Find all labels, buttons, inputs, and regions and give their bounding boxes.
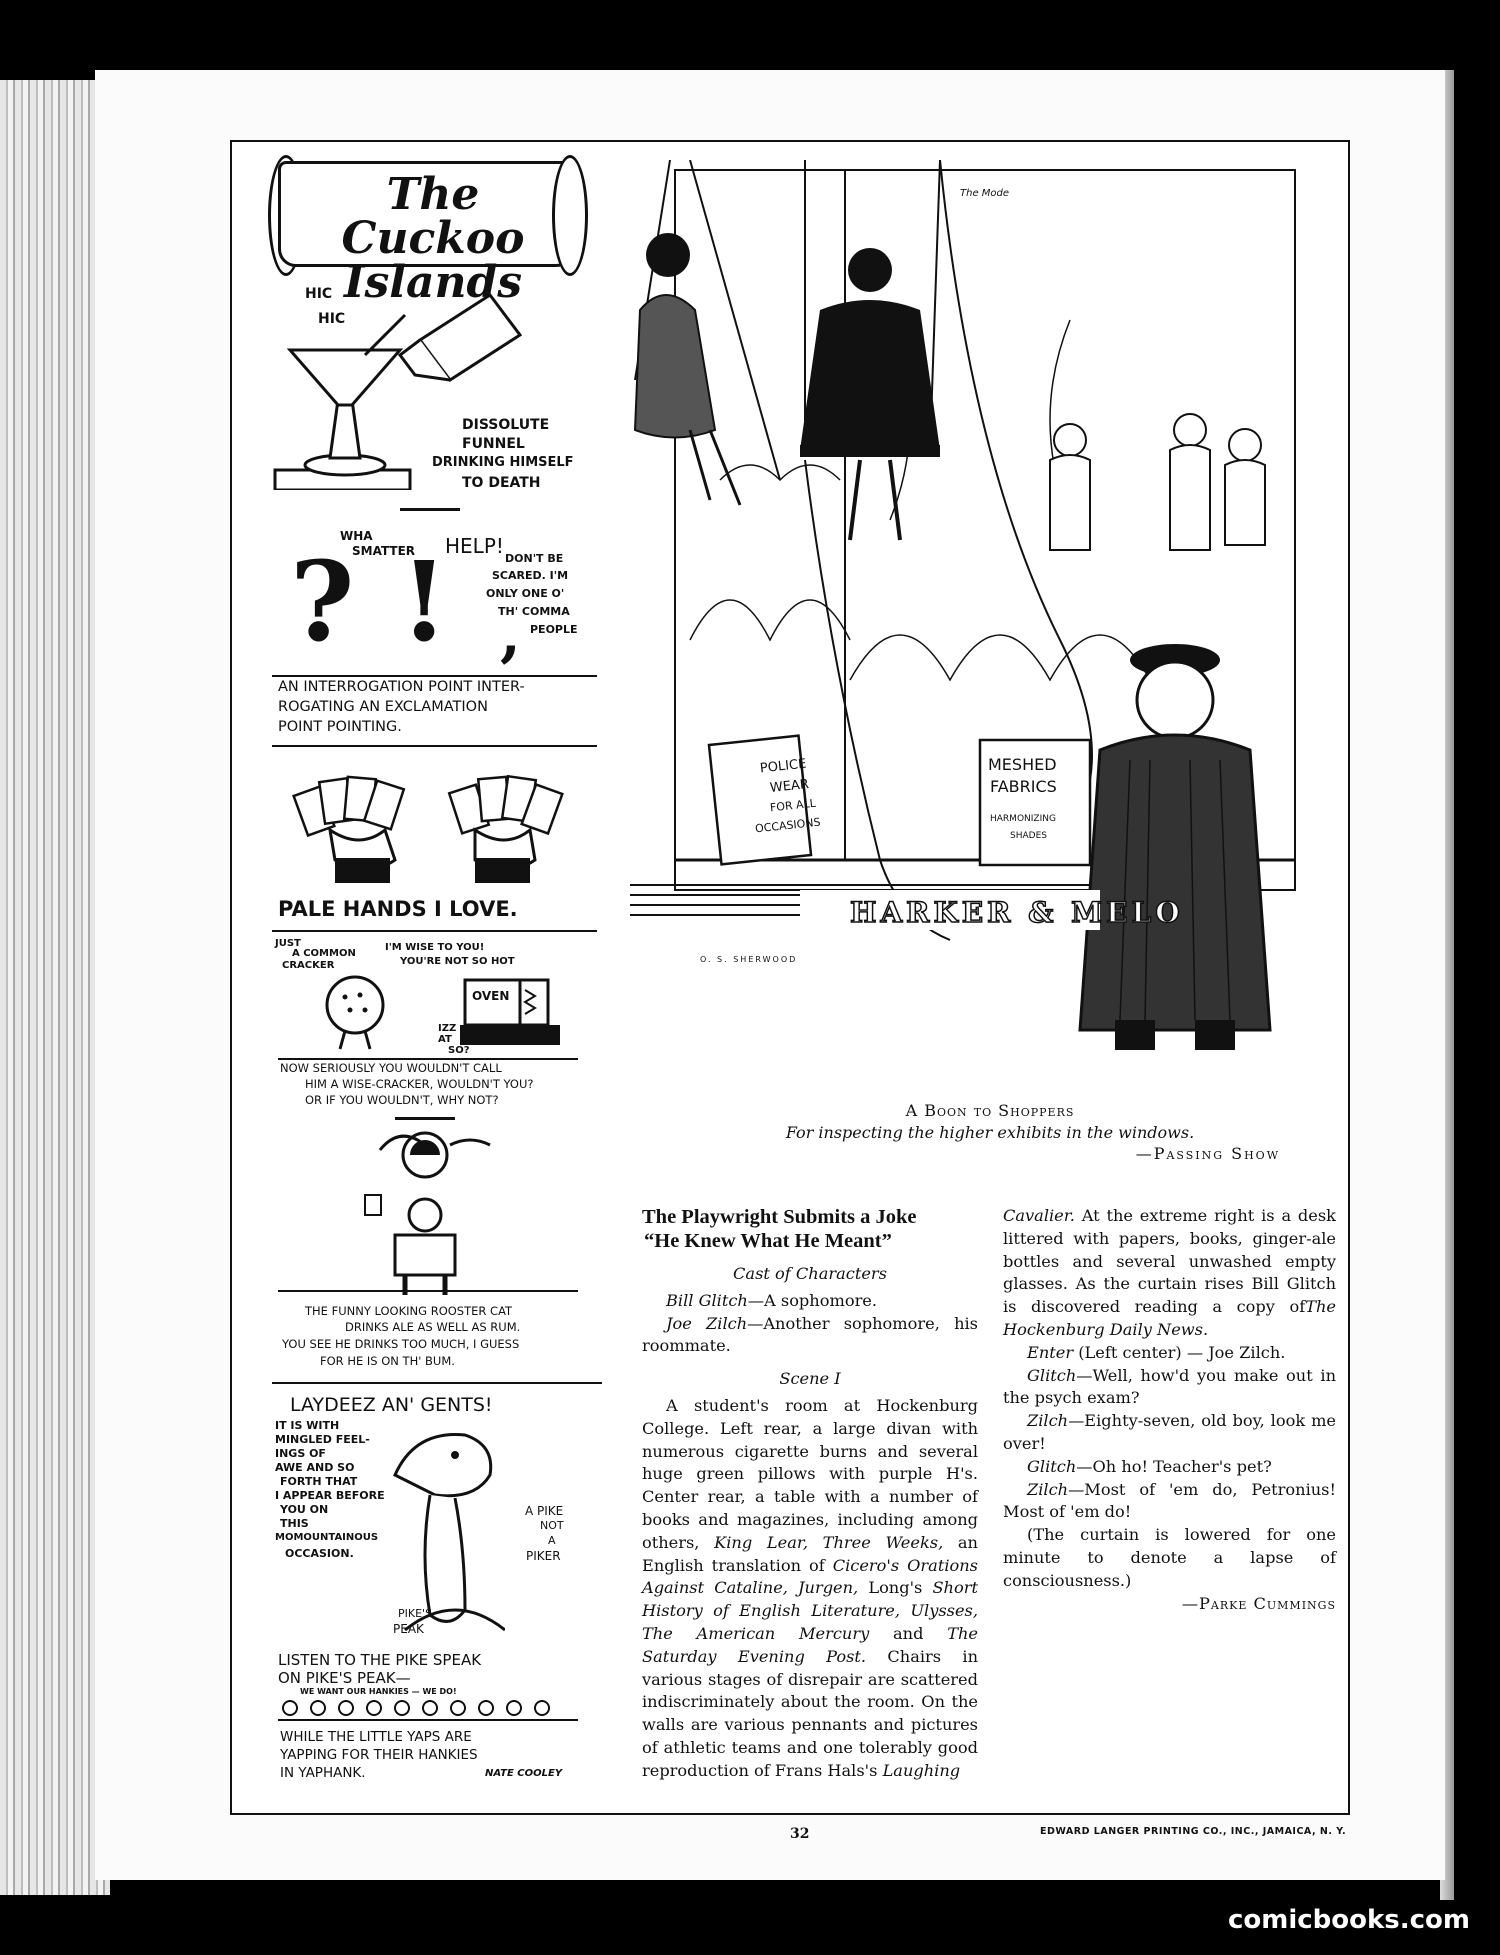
panel-divider-3 — [272, 930, 597, 932]
author-signature: —Parke Cummings — [1181, 1593, 1336, 1613]
rooster-floor — [278, 1290, 578, 1292]
scene-text-b: an English translation of — [642, 1532, 978, 1575]
meshed-fabrics-sign-4: SHADES — [1010, 831, 1047, 841]
speech-pike-9: MOMOUNTAINOUS — [275, 1532, 379, 1543]
caption-source: —Passing Show — [1135, 1144, 1280, 1164]
cast-name-2: Joe Zilch — [666, 1313, 748, 1333]
pale-hands-caption: PALE HANDS I LOVE. — [278, 897, 518, 921]
police-wear-sign-1: POLICE — [759, 756, 808, 777]
mode-sign: The Mode — [960, 188, 1010, 199]
speech-izz-2: AT — [438, 1034, 452, 1045]
punctuation-caption-1: AN INTERROGATION POINT INTER- — [278, 679, 525, 695]
scene-text-a: A student's room at Hockenburg College. Left rear, a large divan with numerous cigarette burns and several huge green pillows with purple H's. Center rear, a table with a number of books and magazines, including among others, — [642, 1395, 978, 1552]
speech-pike-4: AWE AND SO — [275, 1461, 355, 1474]
rooster-caption-2: DRINKS ALE AS WELL AS RUM. — [345, 1320, 521, 1334]
book-titles-4: The Saturday Evening Post. — [642, 1623, 978, 1666]
speech-laydeez: LAYDEEZ AN' GENTS! — [290, 1394, 493, 1416]
hic-sound-2: HIC — [318, 311, 346, 327]
scene-text-d: and — [869, 1623, 948, 1643]
stage-direction: (The curtain is lowered for one minute to denote a lapse of consciousness.) — [1003, 1525, 1336, 1590]
funnel-caption-3: DRINKING HIMSELF — [432, 455, 574, 470]
speech-pike-5: FORTH THAT — [280, 1475, 358, 1488]
caption-title: A Boon to Shoppers — [905, 1101, 1075, 1120]
speech-pike-6: I APPEAR BEFORE — [275, 1489, 385, 1502]
speech-cracker-2: A COMMON — [292, 948, 356, 959]
speech-comma-5: PEOPLE — [530, 623, 578, 636]
police-wear-sign-2: WEAR — [769, 777, 810, 797]
illustration-caption — [700, 1100, 1280, 1165]
cracker-caption-3: OR IF YOU WOULDN'T, WHY NOT? — [305, 1093, 499, 1107]
book-titles-1: King Lear, Three Weeks, — [714, 1532, 944, 1552]
punctuation-caption-3: POINT POINTING. — [278, 719, 402, 735]
meshed-fabrics-sign-2: FABRICS — [990, 777, 1057, 796]
speech-pike-1: IT IS WITH — [275, 1419, 340, 1432]
speech-izz-3: SO? — [448, 1045, 470, 1056]
speech-wise-2: YOU'RE NOT SO HOT — [400, 956, 515, 967]
pike-label-1: A PIKE — [525, 1504, 564, 1518]
yaps-caption-3: IN YAPHANK. — [280, 1765, 366, 1781]
scene-description — [642, 1395, 978, 1783]
scene-text-f: At the extreme right is a desk littered with papers, books, ginger-ale bottles and several unwashed empty glasses. As the curtain rises Bill Glitch is discovered reading a copy of — [1003, 1206, 1336, 1317]
dialogue-line: Glitch—Well, how'd you make out in the psych exam? — [1003, 1365, 1336, 1408]
dialogue-line: Zilch—Eighty-seven, old boy, look me over! — [1003, 1411, 1336, 1453]
pike-label-2: NOT — [540, 1519, 564, 1532]
speech-cracker-3: CRACKER — [282, 960, 335, 971]
cast-heading: Cast of Characters — [733, 1264, 887, 1283]
book-titles-2: Cicero's Orations Against Cataline, Jurgen, — [642, 1555, 978, 1598]
oven-label: OVEN — [472, 989, 510, 1003]
article-title-line-1: The Playwright Submits a Joke — [642, 1206, 917, 1228]
speech-pike-8: THIS — [280, 1517, 309, 1530]
punctuation-caption-2: ROGATING AN EXCLAMATION — [278, 699, 488, 715]
speech-wise-1: I'M WISE TO YOU! — [385, 942, 485, 953]
speech-pike-10: OCCASION. — [285, 1547, 354, 1560]
svg-text:?: ? — [290, 545, 355, 665]
page-number: 32 — [790, 1826, 810, 1842]
panel-divider-5 — [272, 1382, 602, 1384]
meshed-fabrics-sign-3: HARMONIZING — [990, 814, 1056, 824]
cast-name-1: Bill Glitch — [666, 1290, 748, 1310]
svg-text:,: , — [500, 600, 521, 665]
pike-caption-2: ON PIKE'S PEAK— — [278, 1669, 411, 1687]
rooster-caption-3: YOU SEE HE DRINKS TOO MUCH, I GUESS — [282, 1337, 520, 1351]
pike-caption-1: LISTEN TO THE PIKE SPEAK — [278, 1651, 482, 1669]
speech-cracker-1: JUST — [275, 938, 301, 949]
police-wear-sign-3: FOR ALL — [769, 796, 817, 815]
painting-title: Cavalier. — [1003, 1206, 1075, 1225]
bottle-drawing — [390, 285, 530, 395]
police-wear-sign-4: OCCASIONS — [754, 815, 822, 836]
punctuation-drawing — [280, 545, 540, 665]
store-name-sign: HARKER & MELO — [850, 896, 1184, 929]
speech-wha-smatter-1: WHA — [340, 529, 373, 543]
printer-credit: EDWARD LANGER PRINTING CO., INC., JAMAICA, N. Y. — [1040, 1826, 1347, 1837]
yaps-caption-1: WHILE THE LITTLE YAPS ARE — [280, 1729, 472, 1745]
speech-pike-2: MINGLED FEEL- — [275, 1433, 370, 1446]
peak-label-2: PEAK — [393, 1622, 424, 1636]
pike-label-4: PIKER — [526, 1549, 561, 1563]
speech-comma-3: ONLY ONE O' — [486, 587, 565, 600]
little-yaps-drawing — [278, 1698, 578, 1724]
dialogue-line: Zilch—Most of 'em do, Petronius! Most of 'em do! — [1003, 1479, 1336, 1522]
book-right-edge — [1440, 70, 1500, 1900]
shop-window-illustration — [630, 160, 1320, 1060]
article-title-line-2: “He Knew What He Meant” — [644, 1230, 892, 1252]
funnel-caption-4: TO DEATH — [462, 475, 541, 491]
article-title — [642, 1205, 978, 1253]
speech-pike-7: YOU ON — [280, 1503, 329, 1516]
punctuation-floor — [272, 675, 597, 677]
site-watermark: comicbooks.com — [1227, 1905, 1470, 1935]
cartoonist-signature: NATE COOLEY — [485, 1768, 563, 1779]
scene-text-c: Long's — [858, 1578, 933, 1598]
yaps-caption-2: YAPPING FOR THEIR HANKIES — [280, 1747, 478, 1763]
speech-wha-smatter-2: SMATTER — [352, 544, 416, 558]
book-titles-3: Short History of English Literature, Ulysses, The American Mercury — [642, 1578, 978, 1643]
scene-text-e: Chairs in various stages of disrepair are scattered indiscriminately about the room. On the walls are various pennants and pictures of athletic teams and one tolerably good reproduction of Frans Hals's — [642, 1646, 978, 1780]
hankies-speech: WE WANT OUR HANKIES — WE DO! — [300, 1687, 457, 1696]
meshed-fabrics-sign-1: MESHED — [988, 755, 1057, 774]
funnel-caption-1: DISSOLUTE — [462, 417, 550, 433]
rooster-caption-4: FOR HE IS ON TH' BUM. — [320, 1354, 455, 1368]
speech-pike-3: INGS OF — [275, 1447, 326, 1460]
cracker-floor — [278, 1058, 578, 1060]
panel-divider-1 — [400, 508, 460, 511]
cast-desc-1: —A sophomore. — [747, 1290, 878, 1310]
rooster-cat-drawing — [350, 1120, 500, 1300]
hands-holding-cards-drawing — [290, 770, 580, 885]
stage-entrance: Enter (Left center) — Joe Zilch. — [1027, 1342, 1286, 1362]
speech-izz-1: IZZ — [438, 1023, 457, 1034]
book-page-edges — [0, 80, 110, 1895]
scene-heading: Scene I — [779, 1369, 841, 1389]
cast-member-1 — [642, 1290, 978, 1313]
panel-divider-2 — [272, 745, 597, 747]
pike-label-3: A — [548, 1534, 556, 1547]
painting-title: Laughing — [882, 1760, 961, 1780]
speech-comma-2: SCARED. I'M — [492, 569, 569, 582]
scene-description-continued — [1003, 1205, 1336, 1342]
speech-comma-4: TH' COMMA — [498, 605, 570, 618]
rooster-caption-1: THE FUNNY LOOKING ROOSTER CAT — [305, 1304, 513, 1318]
funnel-caption-2: FUNNEL — [462, 436, 525, 452]
speech-comma-1: DON'T BE — [505, 552, 564, 565]
cracker-caption-2: HIM A WISE-CRACKER, WOULDN'T YOU? — [305, 1077, 534, 1091]
hic-sound-1: HIC — [305, 286, 333, 302]
artist-signature: O. S. SHERWOOD — [700, 955, 798, 964]
article-column-2 — [1003, 1205, 1336, 1615]
peak-label-1: PIKE'S — [398, 1607, 433, 1620]
cast-desc-2: —Another sophomore, his roommate. — [642, 1313, 978, 1356]
article-column-1 — [642, 1205, 978, 1783]
dialogue-line: Glitch—Oh ho! Teacher's pet? — [1027, 1456, 1272, 1476]
cast-member-2 — [642, 1313, 978, 1359]
speech-help: HELP! — [445, 534, 504, 558]
comic-title: The Cuckoo Islands — [341, 169, 525, 308]
newspaper-title: The Hockenburg Daily News. — [1003, 1297, 1336, 1339]
caption-subtitle: For inspecting the higher exhibits in the windows. — [785, 1122, 1195, 1142]
cracker-caption-1: NOW SERIOUSLY YOU WOULDN'T CALL — [280, 1061, 502, 1075]
svg-text:!: ! — [400, 545, 449, 665]
